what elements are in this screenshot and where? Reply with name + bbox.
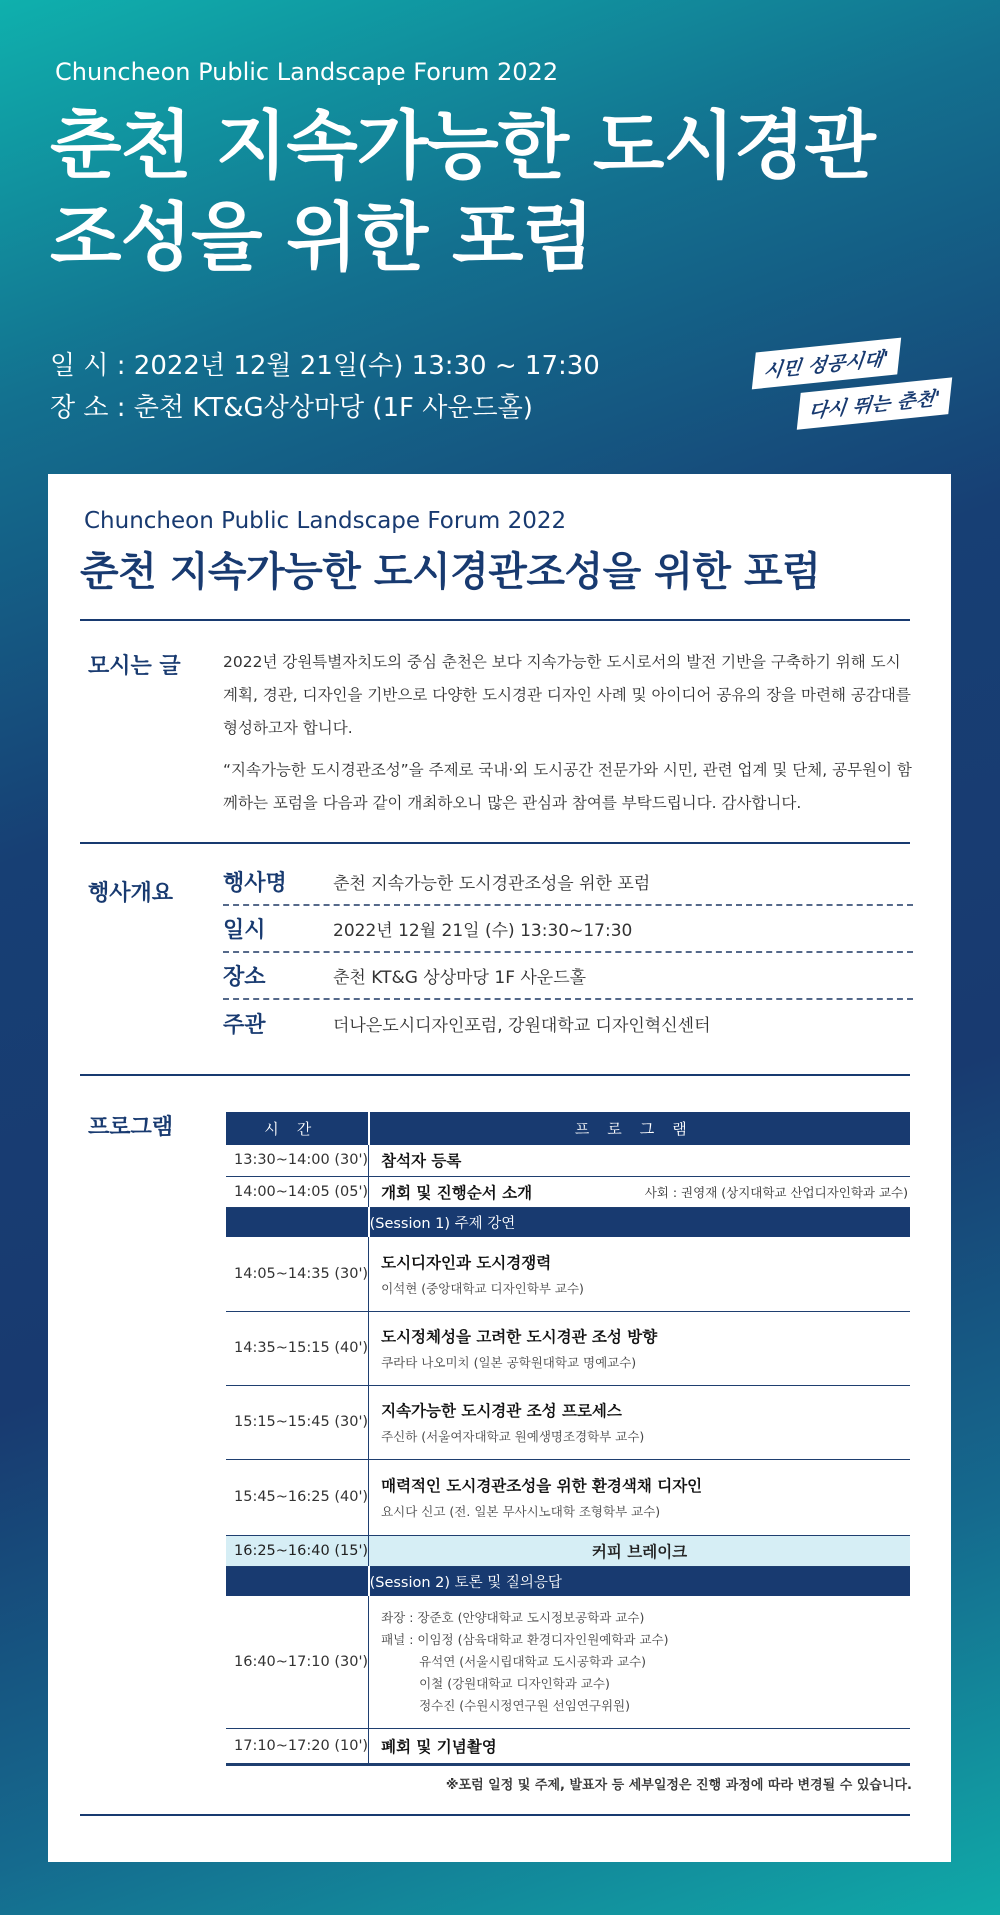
overview-value: 춘천 지속가능한 도시경관조성을 위한 포럼 <box>333 874 651 894</box>
schedule-note: ※포럼 일정 및 주제, 발표자 등 세부일정은 진행 과정에 따라 변경될 수 있습니다. <box>445 1778 912 1793</box>
session-spacer <box>226 1566 369 1596</box>
overview-list <box>223 859 913 1047</box>
panel-moderator: 좌장 : 장준호 (안양대학교 도시정보공학과 교수) <box>381 1609 645 1625</box>
time-cell: 14:35~15:15 (40') <box>226 1311 369 1385</box>
hero-info <box>50 345 600 429</box>
host-text: 사회 : 권영재 (상지대학교 산업디자인학과 교수) <box>644 1184 908 1200</box>
panel-member: 정수진 (수원시정연구원 선임연구위원) <box>419 1697 630 1713</box>
table-row <box>226 1596 910 1728</box>
program-title: 지속가능한 도시경관 조성 프로세스 <box>381 1402 622 1420</box>
panel-member: 유석연 (서울시립대학교 도시공학과 교수) <box>419 1653 647 1669</box>
coffee-break: 커피 브레이크 <box>369 1535 910 1566</box>
divider <box>80 619 910 621</box>
hero-title-line2: 조성을 위한 포럼 <box>50 195 593 281</box>
overview-value: 더나은도시디자인포럼, 강원대학교 디자인혁신센터 <box>333 1016 711 1036</box>
time-cell: 16:40~17:10 (30') <box>226 1596 369 1728</box>
time-cell: 13:30~14:00 (30') <box>226 1145 369 1176</box>
speaker-text: 이석현 (중앙대학교 디자인학부 교수) <box>381 1280 584 1296</box>
program-title: 개회 및 진행순서 소개 <box>381 1183 533 1202</box>
panel-member: 패널 : 이임정 (삼육대학교 환경디자인원예학과 교수) <box>381 1631 669 1647</box>
program-cell <box>369 1728 910 1764</box>
coffee-row <box>226 1535 910 1566</box>
slogan-line2: 다시 뛰는 춘천' <box>797 377 953 429</box>
time-cell: 15:45~16:25 (40') <box>226 1459 369 1535</box>
overview-row <box>223 1000 913 1047</box>
table-row <box>226 1385 910 1459</box>
speaker-text: 쿠라타 나오미치 (일본 공학원대학교 명예교수) <box>381 1355 637 1370</box>
time-cell: 16:25~16:40 (15') <box>226 1535 369 1566</box>
overview-key: 행사명 <box>223 871 287 896</box>
program-cell <box>369 1237 910 1311</box>
overview-row <box>223 953 913 1000</box>
table-row <box>226 1176 910 1207</box>
session-title: (Session 2) 토론 및 질의응답 <box>369 1566 910 1596</box>
session-title: (Session 1) 주제 강연 <box>369 1207 910 1237</box>
table-row <box>226 1145 910 1176</box>
invitation-label: 모시는 글 <box>88 654 181 679</box>
speaker-text: 주신하 (서울여자대학교 원예생명조경학부 교수) <box>381 1429 645 1444</box>
invitation-para2: “지속가능한 도시경관조성”을 주제로 국내·외 도시공간 전문가와 시민, 관련 업계 및 단체, 공무원이 함께하는 포럼을 다음과 같이 개최하오니 많은 관심과 참여를 부탁드립니다. 감사합니다. <box>223 761 912 812</box>
program-cell <box>369 1385 910 1459</box>
table-row <box>226 1237 910 1311</box>
time-cell: 15:15~15:45 (30') <box>226 1385 369 1459</box>
table-row <box>226 1728 910 1764</box>
hero-subtitle: Chuncheon Public Landscape Forum 2022 <box>55 58 559 86</box>
session-row <box>226 1207 910 1237</box>
overview-label: 행사개요 <box>88 881 174 906</box>
program-cell <box>369 1459 910 1535</box>
program-title: 도시디자인과 도시경쟁력 <box>381 1253 552 1272</box>
overview-value: 춘천 KT&G 상상마당 1F 사운드홀 <box>333 968 587 988</box>
session-spacer <box>226 1207 369 1237</box>
overview-row <box>223 859 913 906</box>
program-title: 폐회 및 기념촬영 <box>381 1737 497 1756</box>
overview-key: 일시 <box>223 918 266 943</box>
hero-title <box>50 100 875 284</box>
overview-key: 장소 <box>223 965 266 990</box>
slogan-line1: 시민 성공시대' <box>752 338 901 390</box>
info-card <box>48 474 951 1862</box>
program-cell <box>369 1311 910 1385</box>
session-row <box>226 1566 910 1596</box>
program-cell <box>369 1145 910 1176</box>
panel-member: 이철 (강원대학교 디자인학과 교수) <box>419 1675 610 1691</box>
hero-title-line1: 춘천 지속가능한 도시경관 <box>50 103 875 189</box>
hero-place: 장 소 : 춘천 KT&G상상마당 (1F 사운드홀) <box>50 393 533 423</box>
program-table <box>226 1112 910 1766</box>
overview-value: 2022년 12월 21일 (수) 13:30~17:30 <box>333 921 633 941</box>
overview-key: 주관 <box>223 1013 266 1038</box>
hero-date: 일 시 : 2022년 12월 21일(수) 13:30 ~ 17:30 <box>50 351 600 381</box>
table-row <box>226 1311 910 1385</box>
divider <box>80 842 910 844</box>
program-title: 참석자 등록 <box>381 1152 462 1171</box>
card-subtitle: Chuncheon Public Landscape Forum 2022 <box>84 508 567 534</box>
program-title: 도시정체성을 고려한 도시경관 조성 방향 <box>381 1328 658 1346</box>
program-label: 프로그램 <box>88 1115 174 1140</box>
divider <box>80 1814 910 1816</box>
overview-row <box>223 906 913 953</box>
time-cell: 14:00~14:05 (05') <box>226 1176 369 1207</box>
time-cell: 17:10~17:20 (10') <box>226 1728 369 1764</box>
header-time: 시간 <box>226 1112 369 1145</box>
invitation-para1: 2022년 강원특별자치도의 중심 춘천은 보다 지속가능한 도시로서의 발전 기반을 구축하기 위해 도시계획, 경관, 디자인을 기반으로 다양한 도시경관 디자인 사례 및 아이디어 공유의 장을 마련해 공감대를 형성하고자 합니다. <box>223 653 911 737</box>
panel-cell <box>369 1596 910 1728</box>
slogan-logo <box>755 345 960 430</box>
program-cell <box>369 1176 910 1207</box>
program-title: 매력적인 도시경관조성을 위한 환경색채 디자인 <box>381 1477 703 1495</box>
card-title: 춘천 지속가능한 도시경관조성을 위한 포럼 <box>80 549 821 595</box>
time-cell: 14:05~14:35 (30') <box>226 1237 369 1311</box>
speaker-text: 요시다 신고 (전. 일본 무사시노대학 조형학부 교수) <box>381 1504 661 1519</box>
divider <box>80 1074 910 1076</box>
table-row <box>226 1459 910 1535</box>
header-program: 프로그램 <box>369 1112 910 1145</box>
